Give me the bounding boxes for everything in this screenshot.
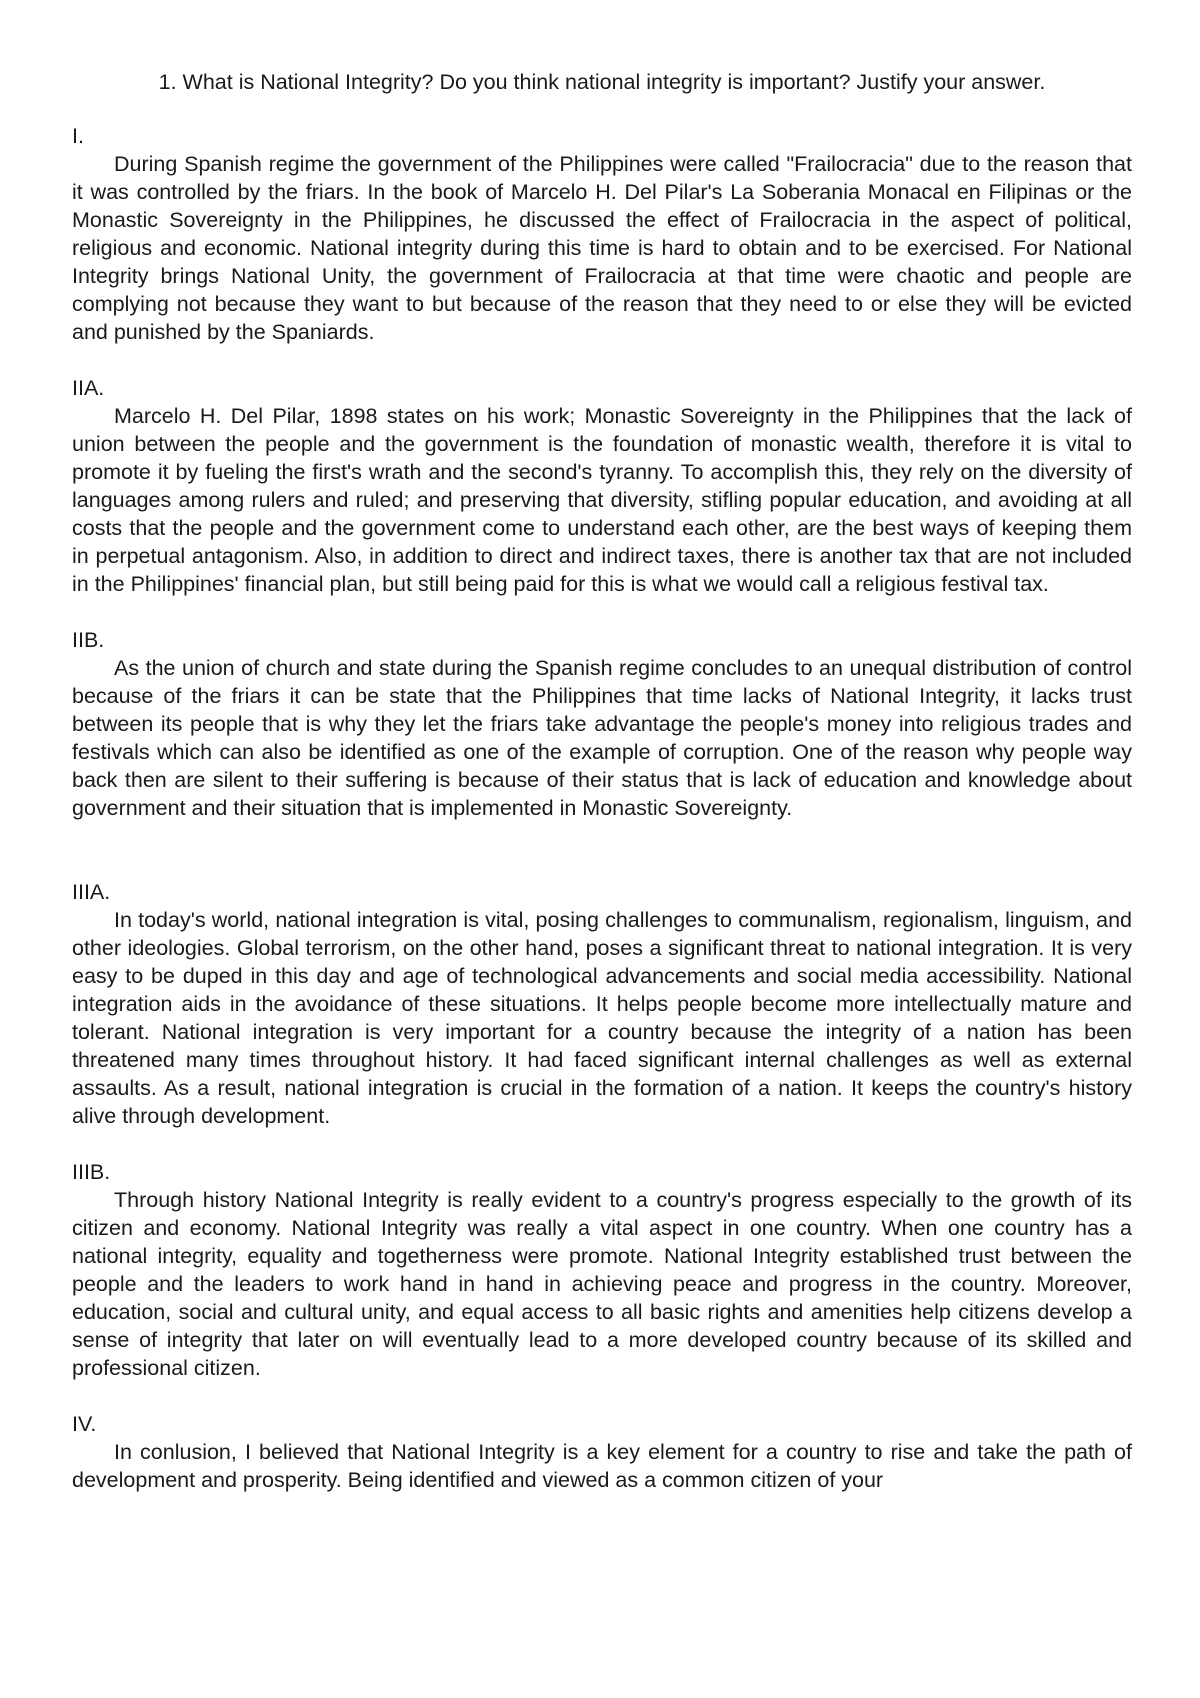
question-heading: 1. What is National Integrity? Do you think national integrity is important? Justify your answer. bbox=[158, 70, 1046, 94]
section-label: IIIA. bbox=[72, 880, 111, 904]
section-iiib bbox=[72, 1158, 1132, 1382]
section-iia bbox=[72, 374, 1132, 598]
document-page bbox=[72, 68, 1132, 1522]
section-label: I. bbox=[72, 124, 84, 148]
section-paragraph: As the union of church and state during the Spanish regime concludes to an unequal distribution of control because of the friars it can be state that the Philippines that time lacks of National Integrity, it lacks trust between its people that is why they let the friars take advantage the people's money into religious trades and festivals which can also be identified as one of the example of corruption. One of the reason why people way back then are silent to their suffering is because of their status that is lack of education and knowledge about government and their situation that is implemented in Monastic Sovereignty. bbox=[72, 656, 1132, 820]
section-label: IIIB. bbox=[72, 1160, 111, 1184]
section-paragraph: Through history National Integrity is really evident to a country's progress especially to the growth of its citizen and economy. National Integrity was really a vital aspect in one country. When one country has a national integrity, equality and togetherness were promote. National Integrity established trust between the people and the leaders to work hand in hand in achieving peace and progress in the country. Moreover, education, social and cultural unity, and equal access to all basic rights and amenities help citizens develop a sense of integrity that later on will eventually lead to a more developed country because of its skilled and professional citizen. bbox=[72, 1188, 1132, 1380]
section-i bbox=[72, 122, 1132, 346]
section-label: IIB. bbox=[72, 628, 105, 652]
section-paragraph: In conlusion, I believed that National Integrity is a key element for a country to rise and take the path of development and prosperity. Being identified and viewed as a common citizen of your bbox=[72, 1440, 1132, 1492]
section-paragraph: In today's world, national integration is vital, posing challenges to communalism, regionalism, linguism, and other ideologies. Global terrorism, on the other hand, poses a significant threat to national integration. It is very easy to be duped in this day and age of technological advancements and social media accessibility. National integration aids in the avoidance of these situations. It helps people become more intellectually mature and tolerant. National integration is very important for a country because the integrity of a nation has been threatened many times throughout history. It had faced significant internal challenges as well as external assaults. As a result, national integration is crucial in the formation of a nation. It keeps the country's history alive through development. bbox=[72, 908, 1132, 1128]
section-iiia bbox=[72, 878, 1132, 1130]
section-label: IV. bbox=[72, 1412, 97, 1436]
section-iib bbox=[72, 626, 1132, 822]
section-iv bbox=[72, 1410, 1132, 1494]
section-paragraph: Marcelo H. Del Pilar, 1898 states on his work; Monastic Sovereignty in the Philippines that the lack of union between the people and the government is the foundation of monastic wealth, therefore it is vital to promote it by fueling the first's wrath and the second's tyranny. To accomplish this, they rely on the diversity of languages among rulers and ruled; and preserving that diversity, stifling popular education, and avoiding at all costs that the people and the government come to understand each other, are the best ways of keeping them in perpetual antagonism. Also, in addition to direct and indirect taxes, there is another tax that are not included in the Philippines' financial plan, but still being paid for this is what we would call a religious festival tax. bbox=[72, 404, 1132, 596]
section-paragraph: During Spanish regime the government of the Philippines were called "Frailocracia" due to the reason that it was controlled by the friars. In the book of Marcelo H. Del Pilar's La Soberania Monacal en Filipinas or the Monastic Sovereignty in the Philippines, he discussed the effect of Frailocracia in the aspect of political, religious and economic. National integrity during this time is hard to obtain and to be exercised. For National Integrity brings National Unity, the government of Frailocracia at that time were chaotic and people are complying not because they want to but because of the reason that they need to or else they will be evicted and punished by the Spaniards. bbox=[72, 152, 1132, 344]
section-label: IIA. bbox=[72, 376, 105, 400]
